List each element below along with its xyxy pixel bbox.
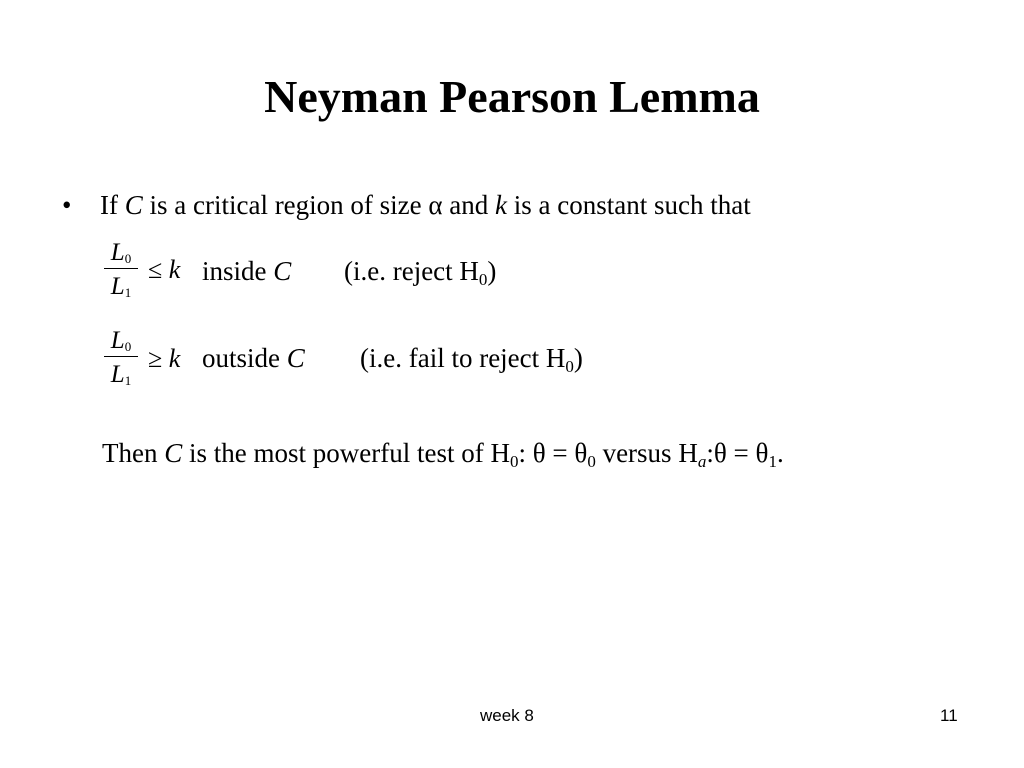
likelihood-ratio-fraction: L0 L1 bbox=[104, 240, 138, 299]
footer-page-number: 11 bbox=[940, 706, 958, 725]
relation-le-k: ≤ k bbox=[148, 255, 181, 284]
bullet-marker: • bbox=[62, 190, 72, 220]
relation-ge-k: ≥ k bbox=[148, 344, 181, 373]
note-reject: (i.e. reject $H_0$) bbox=[344, 256, 497, 289]
condition-outside: outside C bbox=[202, 343, 305, 373]
condition-inside: inside C bbox=[202, 256, 292, 286]
likelihood-ratio-fraction: L0 L1 bbox=[104, 328, 138, 387]
slide-title: Neyman Pearson Lemma bbox=[264, 71, 760, 122]
bullet-statement: • If C is a critical region of size α and k is a constant such that bbox=[62, 190, 751, 220]
note-fail-to-reject: (i.e. fail to reject $H_0$) bbox=[360, 343, 583, 376]
footer-week-label: week 8 bbox=[480, 706, 534, 725]
conclusion-statement: Then C is the most powerful test of $H_0$: $\theta = \theta_0$ versus $H_a:\theta = \theta_1$. bbox=[102, 438, 784, 471]
